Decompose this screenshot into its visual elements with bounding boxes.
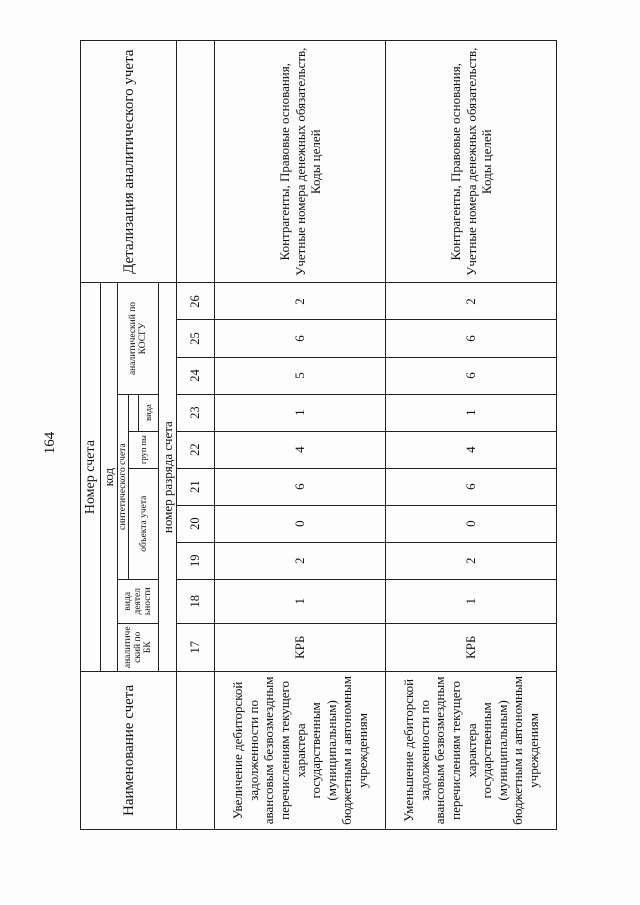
header-code: код bbox=[101, 283, 118, 671]
row-1-d23: 1 bbox=[215, 394, 386, 431]
table-sheet bbox=[80, 40, 554, 830]
row-2-d24: 6 bbox=[386, 357, 557, 394]
digit-24: 24 bbox=[177, 357, 215, 394]
row-1-d22: 4 bbox=[215, 431, 386, 468]
digit-detail-empty bbox=[177, 41, 215, 283]
row-2-d22: 4 bbox=[386, 431, 557, 468]
digit-22: 22 bbox=[177, 431, 215, 468]
digit-label-empty bbox=[177, 671, 215, 829]
header-kind: вида bbox=[139, 394, 159, 431]
account-table bbox=[80, 40, 557, 830]
row-2-d21: 6 bbox=[386, 468, 557, 505]
digit-18: 18 bbox=[177, 579, 215, 623]
header-analytic-bk: аналитиче ский по БК bbox=[118, 623, 159, 671]
row-1-d17: КРБ bbox=[215, 623, 386, 671]
rotated-table-wrapper bbox=[80, 40, 554, 830]
row-1-d19: 2 bbox=[215, 542, 386, 579]
row-2-detail: Контрагенты, Правовые основания, Учетные номера денежных обязательств, Коды целей bbox=[386, 41, 557, 283]
row-1-d21: 6 bbox=[215, 468, 386, 505]
header-digit-number: номер разряда счета bbox=[159, 283, 177, 671]
row-2-d18: 1 bbox=[386, 579, 557, 623]
row-1-name: Увеличение дебиторской задолженности по авансовым безвозмездным перечислениям текущего характера государственным (муниципальным) бюджетным и автономным учреждениям bbox=[215, 671, 386, 829]
row-1-detail: Контрагенты, Правовые основания, Учетные номера денежных обязательств, Коды целей bbox=[215, 41, 386, 283]
row-2-d25: 6 bbox=[386, 320, 557, 357]
row-2-d23: 1 bbox=[386, 394, 557, 431]
row-1-d20: 0 bbox=[215, 505, 386, 542]
row-1-d18: 1 bbox=[215, 579, 386, 623]
header-account-name: Наименование счета bbox=[81, 671, 177, 829]
table-row bbox=[386, 41, 557, 830]
row-2-name: Уменьшение дебиторской задолженности по авансовым безвозмездным перечислениям текущего характера государственным (муниципальным) бюджетным и автономным учреждениям bbox=[386, 671, 557, 829]
table-row bbox=[215, 41, 386, 830]
row-1-d25: 6 bbox=[215, 320, 386, 357]
digit-17: 17 bbox=[177, 623, 215, 671]
row-2-d26: 2 bbox=[386, 283, 557, 320]
row-2-d19: 2 bbox=[386, 542, 557, 579]
header-group: груп пы bbox=[129, 431, 159, 468]
row-2-d20: 0 bbox=[386, 505, 557, 542]
header-analytic-kosgu: аналитический по КОСГУ bbox=[118, 283, 159, 394]
digit-23: 23 bbox=[177, 394, 215, 431]
row-1-d26: 2 bbox=[215, 283, 386, 320]
row-1-d24: 5 bbox=[215, 357, 386, 394]
digit-21: 21 bbox=[177, 468, 215, 505]
header-activity-type: вида деятел ьности bbox=[118, 579, 159, 623]
digit-26: 26 bbox=[177, 283, 215, 320]
header-kind-top bbox=[129, 394, 139, 431]
header-synthetic: синтетического счета bbox=[118, 394, 129, 579]
header-account-number: Номер счета bbox=[81, 283, 101, 671]
digit-25: 25 bbox=[177, 320, 215, 357]
row-2-d17: КРБ bbox=[386, 623, 557, 671]
digit-20: 20 bbox=[177, 505, 215, 542]
digit-19: 19 bbox=[177, 542, 215, 579]
header-object: объекта учета bbox=[129, 468, 159, 579]
header-detail: Детализация аналитического учета bbox=[81, 41, 177, 283]
page-number: 164 bbox=[42, 431, 58, 455]
